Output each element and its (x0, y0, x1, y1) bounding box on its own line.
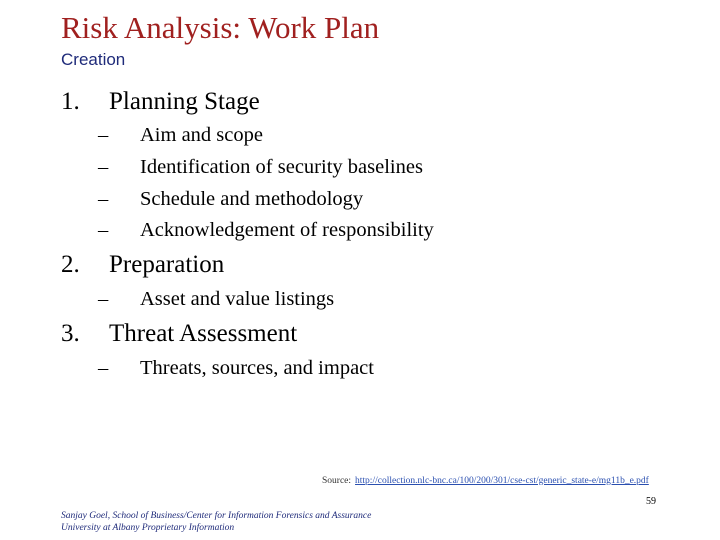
sub-item (98, 124, 263, 147)
sub-item-label: Acknowledgement of responsibility (140, 219, 434, 241)
sub-item (98, 156, 423, 179)
slide-title: Risk Analysis: Work Plan (61, 10, 380, 45)
page-number: 59 (646, 496, 656, 507)
sub-item (98, 219, 434, 242)
list-item-label: Preparation (109, 251, 225, 278)
dash-bullet: – (98, 188, 109, 210)
list-item-preparation (61, 251, 224, 279)
slide-subtitle: Creation (61, 50, 126, 69)
sub-item-label: Schedule and methodology (140, 188, 364, 210)
sub-item-label: Aim and scope (140, 124, 263, 146)
sub-item-label: Threats, sources, and impact (140, 357, 374, 379)
dash-bullet: – (98, 219, 109, 241)
dash-bullet: – (98, 357, 109, 379)
list-item-number: 2. (61, 251, 80, 278)
source-citation (322, 476, 649, 486)
dash-bullet: – (98, 288, 109, 310)
sub-item (98, 188, 363, 211)
list-item-label: Planning Stage (109, 88, 260, 115)
list-item-planning-stage (61, 88, 260, 116)
list-item-label: Threat Assessment (109, 320, 298, 347)
source-link[interactable]: http://collection.nlc-bnc.ca/100/200/301/cse-cst/generic_state-e/mg11b_e.pdf (355, 476, 649, 486)
dash-bullet: – (98, 156, 109, 178)
sub-item-label: Identification of security baselines (140, 156, 423, 178)
footer (61, 510, 371, 534)
list-item-number: 1. (61, 88, 80, 115)
sub-item (98, 357, 374, 380)
footer-line-2: University at Albany Proprietary Information (61, 523, 235, 533)
sub-item-label: Asset and value listings (140, 288, 335, 310)
list-item-threat-assessment (61, 320, 297, 348)
sub-item (98, 288, 334, 311)
list-item-number: 3. (61, 320, 80, 347)
source-label: Source: (322, 476, 352, 486)
footer-line-1: Sanjay Goel, School of Business/Center for Information Forensics and Assurance (61, 511, 372, 521)
dash-bullet: – (98, 124, 109, 146)
